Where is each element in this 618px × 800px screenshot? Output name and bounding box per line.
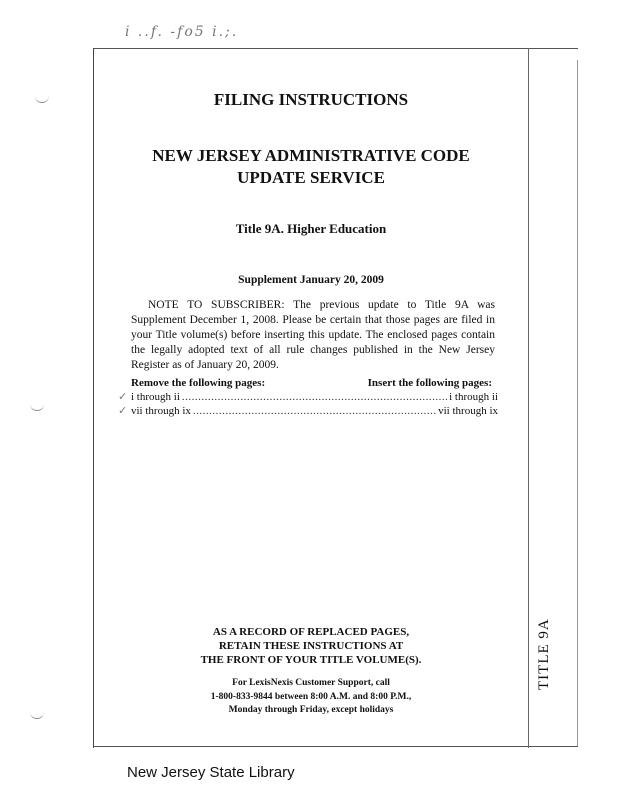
checkmark-icon: ✓ [118, 405, 128, 417]
remove-pages: vii through ix [131, 405, 191, 417]
page-frame-bottom [93, 746, 578, 747]
page-frame-top [93, 48, 578, 49]
code-title-line2: UPDATE SERVICE [237, 168, 385, 187]
support-line: For LexisNexis Customer Support, call [232, 678, 390, 688]
library-footer: New Jersey State Library [127, 764, 295, 781]
checkmark-icon: ✓ [118, 391, 128, 403]
supplement-date: Supplement January 20, 2009 [238, 274, 384, 286]
title-name: Title 9A. Higher Education [235, 221, 387, 236]
spine-divider [528, 48, 529, 748]
insert-pages: vii through ix [438, 405, 498, 417]
spine-label: TITLE 9A [536, 618, 552, 690]
margin-tick [30, 404, 44, 411]
subscriber-note: NOTE TO SUBSCRIBER: The previous update to Title 9A was Supplement December 1, 2008. Please be certain that those pages are filed in your Title volume(s) before inserting this update. The enclosed pages contain the legally adopted text of all rule changes published in the New Jersey Register as of January 20, 2009. [131, 299, 495, 371]
insert-pages: i through ii [449, 391, 498, 403]
code-title [94, 145, 528, 189]
code-title-line1: NEW JERSEY ADMINISTRATIVE CODE [152, 146, 470, 165]
record-line: THE FRONT OF YOUR TITLE VOLUME(S). [200, 654, 422, 666]
page-frame-right [577, 60, 578, 746]
handwritten-mark: i ..f. -fo5 i.;. [125, 24, 239, 40]
leader-dots [182, 390, 447, 404]
remove-pages: i through ii [131, 391, 180, 403]
margin-tick [30, 712, 44, 719]
record-line: RETAIN THESE INSTRUCTIONS AT [218, 640, 404, 652]
insert-header: Insert the following pages: [367, 377, 492, 389]
customer-support [94, 677, 528, 718]
record-line: AS A RECORD OF REPLACED PAGES, [212, 626, 410, 638]
leader-dots [193, 404, 436, 418]
record-instructions [94, 625, 528, 667]
margin-tick [35, 96, 49, 103]
page-row [118, 390, 498, 404]
page-row [118, 404, 498, 418]
remove-header: Remove the following pages: [131, 377, 266, 389]
page-list [118, 390, 498, 418]
filing-title: FILING INSTRUCTIONS [213, 90, 409, 109]
support-phone: 1-800-833-9844 between 8:00 A.M. and 8:00 P.M., [210, 691, 412, 702]
support-line: Monday through Friday, except holidays [228, 705, 394, 715]
